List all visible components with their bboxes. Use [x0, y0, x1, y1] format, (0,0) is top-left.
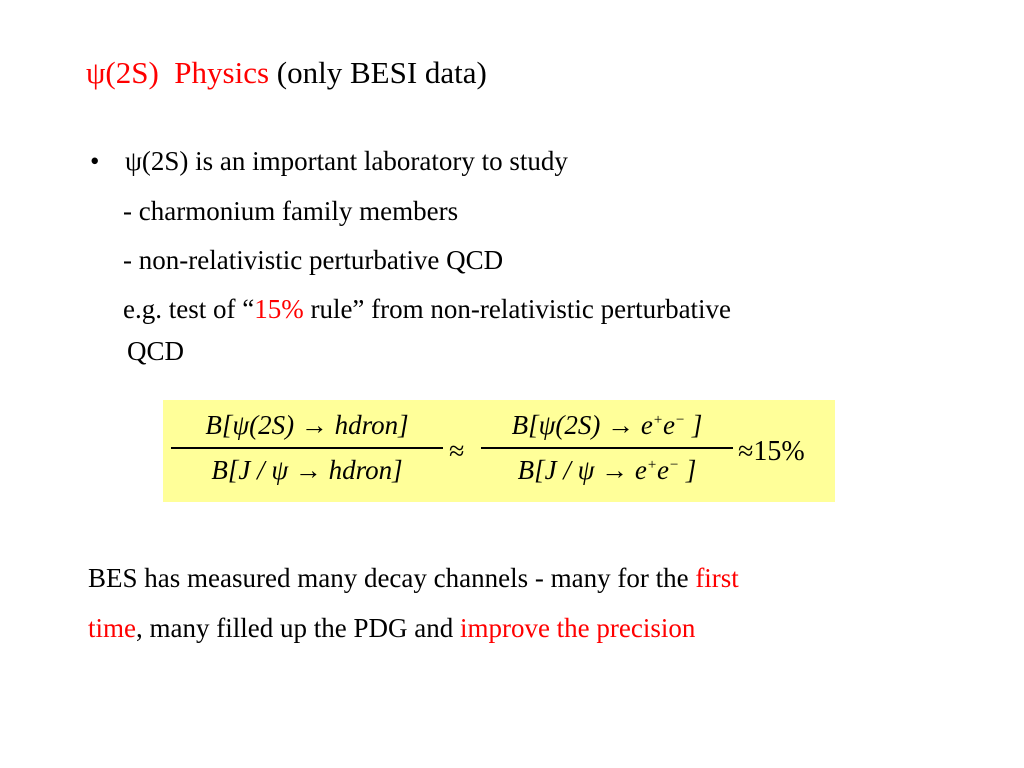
summary-middle: , many filled up the PDG and: [136, 613, 460, 643]
summary-time: time: [88, 613, 136, 643]
title-psi: ψ(2S): [86, 55, 159, 90]
rule-suffix: rule” from non-relativistic perturbative: [303, 294, 732, 324]
bullet-sub-rule-cont: QCD: [127, 336, 185, 366]
fraction-leptonic-numerator: [481, 410, 733, 441]
den2-sup-minus: −: [668, 456, 680, 473]
den2-e: e: [657, 454, 669, 485]
formula-result: ≈15%: [738, 436, 805, 467]
fraction-bar: [171, 447, 443, 449]
bullet-sub-charmonium: - charmonium family members: [123, 196, 459, 226]
den2-close: ]: [679, 454, 697, 485]
bullet-sub-qcd: - non-relativistic perturbative QCD: [123, 245, 504, 275]
num2-sup-plus: +: [652, 412, 663, 428]
num2-e: e: [663, 410, 675, 440]
slide-title: [86, 55, 487, 91]
fraction-leptonic-denominator: [481, 455, 733, 486]
title-physics: Physics: [174, 55, 270, 90]
fraction-leptonic: [481, 410, 733, 486]
fraction-bar: [481, 447, 733, 449]
summary-prefix: BES has measured many decay channels - many for the: [88, 563, 696, 593]
title-suffix: (only BESI data): [276, 55, 487, 90]
rule-percentage: 15%: [254, 294, 304, 324]
bullet-dot: •: [90, 146, 100, 176]
bullet-main-text: ψ(2S) is an important laboratory to study: [125, 146, 568, 176]
den2-prefix: B[J / ψ → e: [517, 454, 647, 485]
bullet-sub-rule-test: [123, 294, 731, 325]
num2-close: ]: [685, 410, 703, 440]
fraction-hadron-numerator: B[ψ(2S) → hdron]: [205, 410, 409, 440]
summary-line-2: [88, 613, 695, 644]
num2-prefix: B[ψ(2S) → e: [511, 410, 653, 440]
summary-line-1: [88, 563, 739, 594]
formula-box: [163, 400, 835, 502]
fraction-hadron-denominator: B[J / ψ → hdron]: [211, 454, 403, 485]
rule-prefix: e.g. test of “: [123, 294, 255, 324]
fraction-hadron: [171, 410, 443, 486]
den2-sup-plus: +: [646, 456, 657, 473]
num2-sup-minus: −: [674, 412, 686, 428]
summary-first: first: [695, 563, 739, 593]
summary-improve: improve the precision: [459, 613, 696, 643]
approx-symbol: ≈: [449, 436, 465, 467]
